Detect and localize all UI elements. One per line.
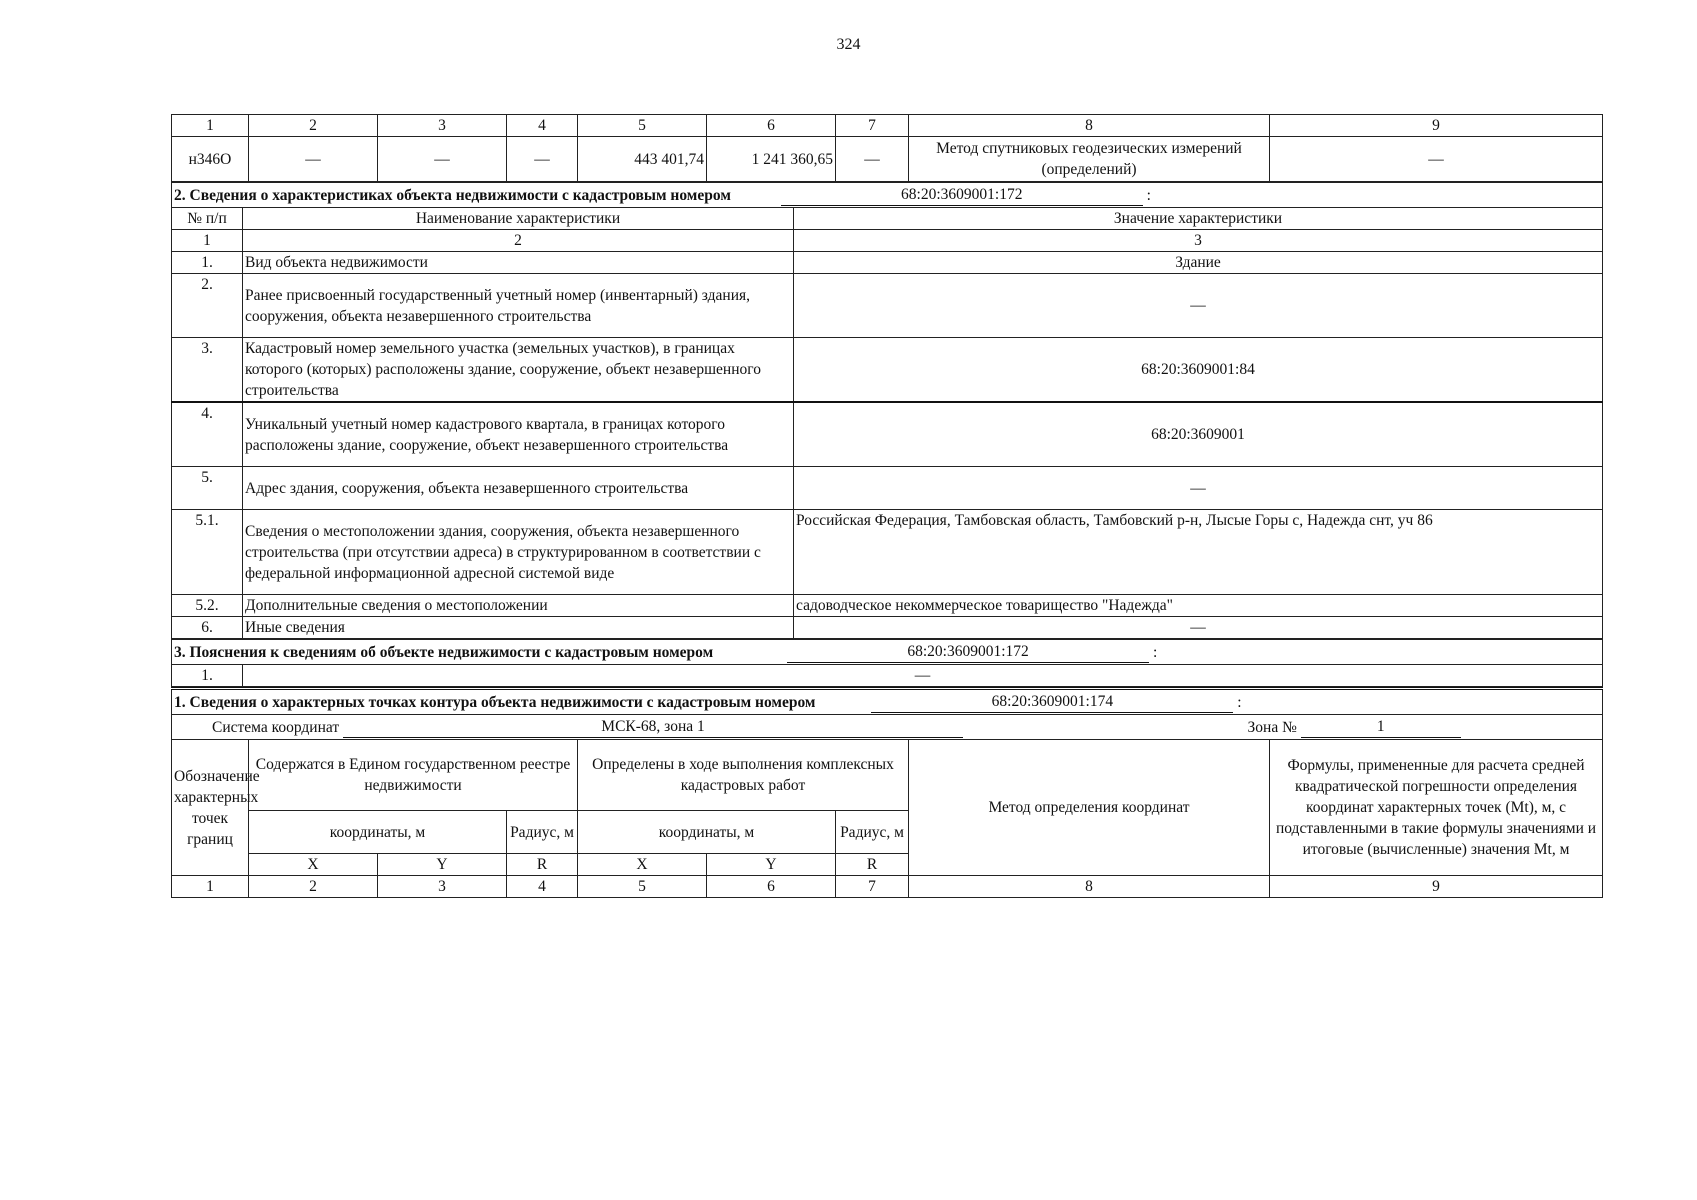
method-cell: Метод спутниковых геодезических измерений (определений) <box>909 137 1270 182</box>
coord-system-label: Система координат <box>212 719 340 736</box>
r-header: R <box>507 854 578 876</box>
colon: : <box>1146 187 1151 204</box>
col-header: № п/п <box>172 208 243 230</box>
header-row <box>172 740 1603 811</box>
column-number-row <box>172 230 1603 252</box>
cadastral-number: 68:20:3609001:172 <box>781 184 1143 206</box>
section-title: 3. Пояснения к сведениям об объекте недвижимости с кадастровым номером <box>174 644 714 661</box>
col-number: 6 <box>707 876 836 898</box>
coords-header: координаты, м <box>578 811 836 854</box>
x-header: X <box>578 854 707 876</box>
cell: — <box>1270 137 1603 182</box>
table-row <box>172 252 1603 274</box>
section-title: 1. Сведения о характерных точках контура объекта недвижимости с кадастровым номером <box>174 694 816 711</box>
section-title-row <box>172 640 1603 665</box>
characteristic-name: Адрес здания, сооружения, объекта незавершенного строительства <box>243 467 794 510</box>
zone-value: 1 <box>1301 716 1461 738</box>
col-number: 3 <box>794 230 1603 252</box>
x-header: X <box>249 854 378 876</box>
table-row <box>172 665 1603 687</box>
contour-points-table <box>171 687 1603 898</box>
r-header: R <box>836 854 909 876</box>
characteristic-value: — <box>794 617 1603 639</box>
document-tables <box>171 114 1602 898</box>
cell: — <box>378 137 507 182</box>
y-header: Y <box>707 854 836 876</box>
col-header: Значение характеристики <box>794 208 1603 230</box>
section-title-row <box>172 689 1603 715</box>
y-header: Y <box>378 854 507 876</box>
formula-header: Формулы, примененные для расчета средней квадратической погрешности определения координат характерных точек (Mt), м, с подставленными в такие формулы значениями и итоговые (вычисленные) значения Mt, м <box>1270 740 1603 876</box>
table-row <box>172 467 1603 510</box>
table-row <box>172 617 1603 639</box>
colon: : <box>1237 694 1242 711</box>
row-number: 6. <box>172 617 243 639</box>
col-header: Наименование характеристики <box>243 208 794 230</box>
characteristics-table <box>171 182 1603 639</box>
explanations-table <box>171 639 1603 687</box>
characteristic-value: 68:20:3609001:84 <box>794 338 1603 403</box>
colon: : <box>1152 644 1158 661</box>
zone-label: Зона № <box>1247 719 1297 736</box>
header-cell: 4 <box>507 115 578 137</box>
characteristic-name: Сведения о местоположении здания, сооружения, объекта незавершенного строительства (при отсутствии адреса) в структурированном в соответствии с федеральной информационной адресной системой виде <box>243 510 794 595</box>
row-number: 5.2. <box>172 595 243 617</box>
cell: — <box>836 137 909 182</box>
coords-header: координаты, м <box>249 811 507 854</box>
characteristic-name: Дополнительные сведения о местоположении <box>243 595 794 617</box>
table-row <box>172 510 1603 595</box>
coord-x: 443 401,74 <box>578 137 707 182</box>
characteristic-value: — <box>794 467 1603 510</box>
header-cell: 3 <box>378 115 507 137</box>
col-number: 2 <box>243 230 794 252</box>
characteristic-name: Ранее присвоенный государственный учетный номер (инвентарный) здания, сооружения, объекта незавершенного строительства <box>243 274 794 338</box>
row-number: 5.1. <box>172 510 243 595</box>
row-number: 3. <box>172 338 243 403</box>
characteristic-value: 68:20:3609001 <box>794 402 1603 467</box>
header-cell: 1 <box>172 115 249 137</box>
radius-header: Радиус, м <box>507 811 578 854</box>
characteristic-name: Вид объекта недвижимости <box>243 252 794 274</box>
points-table <box>171 114 1603 182</box>
row-number: 4. <box>172 402 243 467</box>
col-number: 8 <box>909 876 1270 898</box>
row-number: 1. <box>172 665 243 687</box>
characteristic-name: Иные сведения <box>243 617 794 639</box>
characteristic-name: Кадастровый номер земельного участка (земельных участков), в границах которого (которых) расположены здание, сооружение, объект незавершенного строительства <box>243 338 794 403</box>
col-number: 4 <box>507 876 578 898</box>
header-cell: 5 <box>578 115 707 137</box>
header-cell: 8 <box>909 115 1270 137</box>
cadastral-number: 68:20:3609001:172 <box>787 641 1149 663</box>
table-row <box>172 595 1603 617</box>
characteristic-value: садоводческое некоммерческое товарищество "Надежда" <box>794 595 1603 617</box>
col-number: 9 <box>1270 876 1603 898</box>
header-cell: 6 <box>707 115 836 137</box>
column-header-row <box>172 208 1603 230</box>
col-number: 1 <box>172 230 243 252</box>
col-number: 7 <box>836 876 909 898</box>
row-number: 1. <box>172 252 243 274</box>
radius-header: Радиус, м <box>836 811 909 854</box>
page-number: 324 <box>836 36 861 53</box>
table-row <box>172 274 1603 338</box>
characteristic-name: Уникальный учетный номер кадастрового квартала, в границах которого расположены здание, сооружение, объект незавершенного строительства <box>243 402 794 467</box>
kkr-header: Определены в ходе выполнения комплексных кадастровых работ <box>578 740 909 811</box>
designation-header: Обозначение характерных точек границ <box>172 740 249 876</box>
header-cell: 2 <box>249 115 378 137</box>
row-number: 5. <box>172 467 243 510</box>
coord-y: 1 241 360,65 <box>707 137 836 182</box>
col-number: 5 <box>578 876 707 898</box>
header-cell: 9 <box>1270 115 1603 137</box>
characteristic-value: Российская Федерация, Тамбовская область, Тамбовский р-н, Лысые Горы с, Надежда снт, уч 86 <box>794 510 1603 595</box>
point-designation: н346О <box>172 137 249 182</box>
section-title: 2. Сведения о характеристиках объекта недвижимости с кадастровым номером <box>174 187 731 204</box>
section-title-row <box>172 183 1603 208</box>
col-number: 1 <box>172 876 249 898</box>
table-row <box>172 137 1603 182</box>
column-number-row <box>172 876 1603 898</box>
egrn-header: Содержатся в Едином государственном реестре недвижимости <box>249 740 578 811</box>
row-number: 2. <box>172 274 243 338</box>
characteristic-value: — <box>794 274 1603 338</box>
header-cell: 7 <box>836 115 909 137</box>
coord-system-value: МСК-68, зона 1 <box>343 716 963 738</box>
cell: — <box>249 137 378 182</box>
table-row <box>172 338 1603 403</box>
cadastral-number: 68:20:3609001:174 <box>871 691 1233 713</box>
explanation-value: — <box>243 665 1603 687</box>
col-number: 2 <box>249 876 378 898</box>
col-number: 3 <box>378 876 507 898</box>
coordinate-system-row <box>172 715 1603 740</box>
cell: — <box>507 137 578 182</box>
table-row <box>172 402 1603 467</box>
points-header-row <box>172 115 1603 137</box>
characteristic-value: Здание <box>794 252 1603 274</box>
method-header: Метод определения координат <box>909 740 1270 876</box>
